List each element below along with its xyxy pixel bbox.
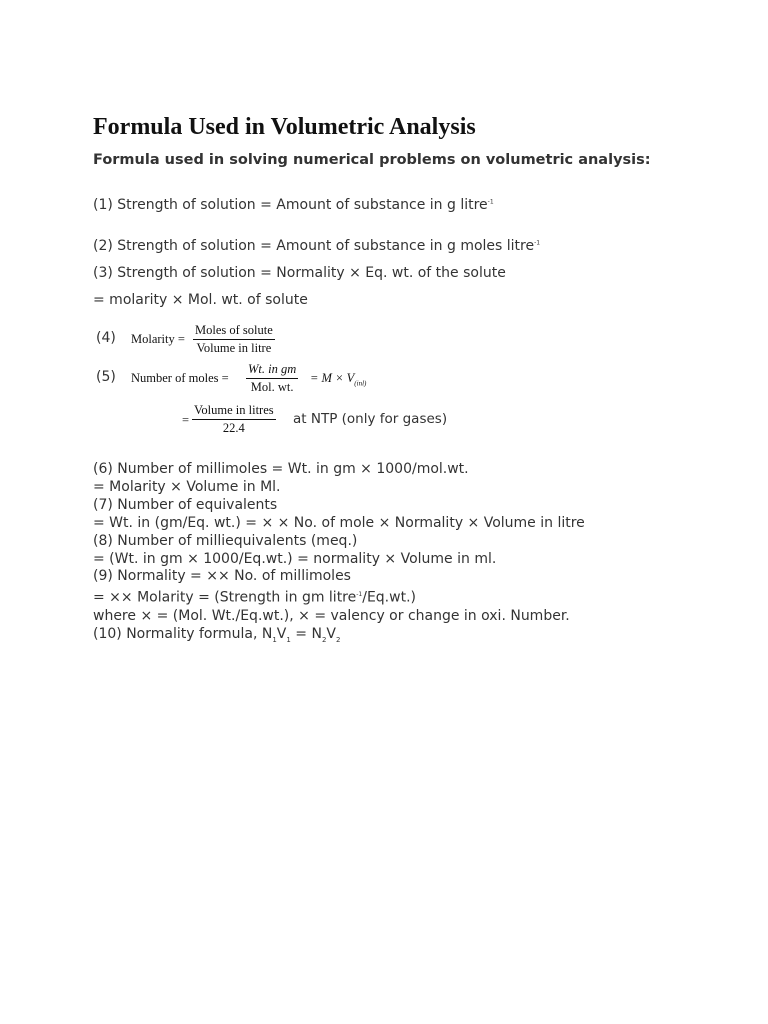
formula-4-lhs: Molarity = (131, 332, 185, 346)
formula-5-numerator: Wt. in gm (246, 362, 298, 379)
formula-9-continued-end: /Eq.wt.) (362, 590, 416, 606)
formula-4-number: (4) (96, 330, 116, 346)
formula-3: (3) Strength of solution = Normality × Eq. wt. of the solute (93, 265, 506, 281)
formula-10-sub-4: 2 (336, 635, 341, 644)
formula-5-rhs-subscript: (inl) (354, 379, 367, 388)
formula-10-sub-3: 2 (321, 635, 327, 644)
formula-10-sub-1: 1 (272, 635, 277, 644)
formula-9-superscript: -1 (356, 591, 363, 599)
formula-where: where × = (Mol. Wt./Eq.wt.), × = valency or change in oxi. Number. (93, 607, 570, 624)
formula-5-note: at NTP (only for gases) (293, 411, 448, 427)
formula-list-lower (93, 461, 585, 650)
page-subtitle: Formula used in solving numerical problems on volumetric analysis: (93, 152, 651, 168)
formula-7-continued: = Wt. in (gm/Eq. wt.) = × × No. of mole × Normality × Volume in litre (93, 514, 585, 531)
formula-8-continued: = (Wt. in gm × 1000/Eq.wt.) = normality × Volume in ml. (93, 550, 497, 567)
formula-4-fraction (193, 323, 275, 356)
formula-10-sub-2: 1 (286, 635, 291, 644)
formula-10-v1: V (276, 625, 287, 642)
formula-6-continued: = Molarity × Volume in Ml. (93, 478, 281, 495)
formula-5-fraction (246, 362, 298, 395)
formula-9-continued (93, 586, 585, 608)
formula-5-fraction-2 (192, 403, 276, 436)
formula-5-number: (5) (96, 369, 116, 385)
formula-6: (6) Number of millimoles = Wt. in gm × 1000/mol.wt. (93, 461, 469, 477)
formula-9-continued-text: = ×× Molarity = (Strength in gm litre (93, 590, 357, 606)
formula-5-numerator-2: Volume in litres (192, 403, 276, 420)
formula-10-equals: = N (290, 625, 322, 642)
formula-10 (93, 626, 585, 650)
formula-4-denominator: Volume in litre (196, 341, 272, 355)
formula-5-rhs-text: = M × V (310, 371, 355, 385)
formula-2 (93, 238, 540, 254)
page-title: Formula Used in Volumetric Analysis (93, 114, 476, 140)
formula-1 (93, 197, 494, 213)
formula-9: (9) Normality = ×× No. of millimoles (93, 568, 351, 585)
formula-7: (7) Number of equivalents (93, 496, 278, 513)
formula-3-continued: = molarity × Mol. wt. of solute (93, 292, 308, 308)
formula-5-denominator: Mol. wt. (250, 380, 294, 394)
formula-8: (8) Number of milliequivalents (meq.) (93, 532, 358, 549)
formula-5-lhs: Number of moles = (131, 371, 229, 385)
formula-4-numerator: Moles of solute (193, 323, 275, 340)
formula-5-line2-equals: = (182, 413, 190, 427)
formula-5-denominator-2: 22.4 (222, 421, 245, 435)
formula-2-superscript: -1 (534, 239, 541, 247)
formula-5-rhs (310, 371, 366, 388)
formula-2-text: (2) Strength of solution = Amount of substance in g moles litre (93, 238, 535, 254)
formula-1-superscript: -1 (487, 198, 494, 206)
formula-1-text: (1) Strength of solution = Amount of substance in g litre (93, 197, 488, 213)
formula-10-v2: V (326, 625, 336, 642)
formula-10-text: (10) Normality formula, N (93, 625, 273, 642)
